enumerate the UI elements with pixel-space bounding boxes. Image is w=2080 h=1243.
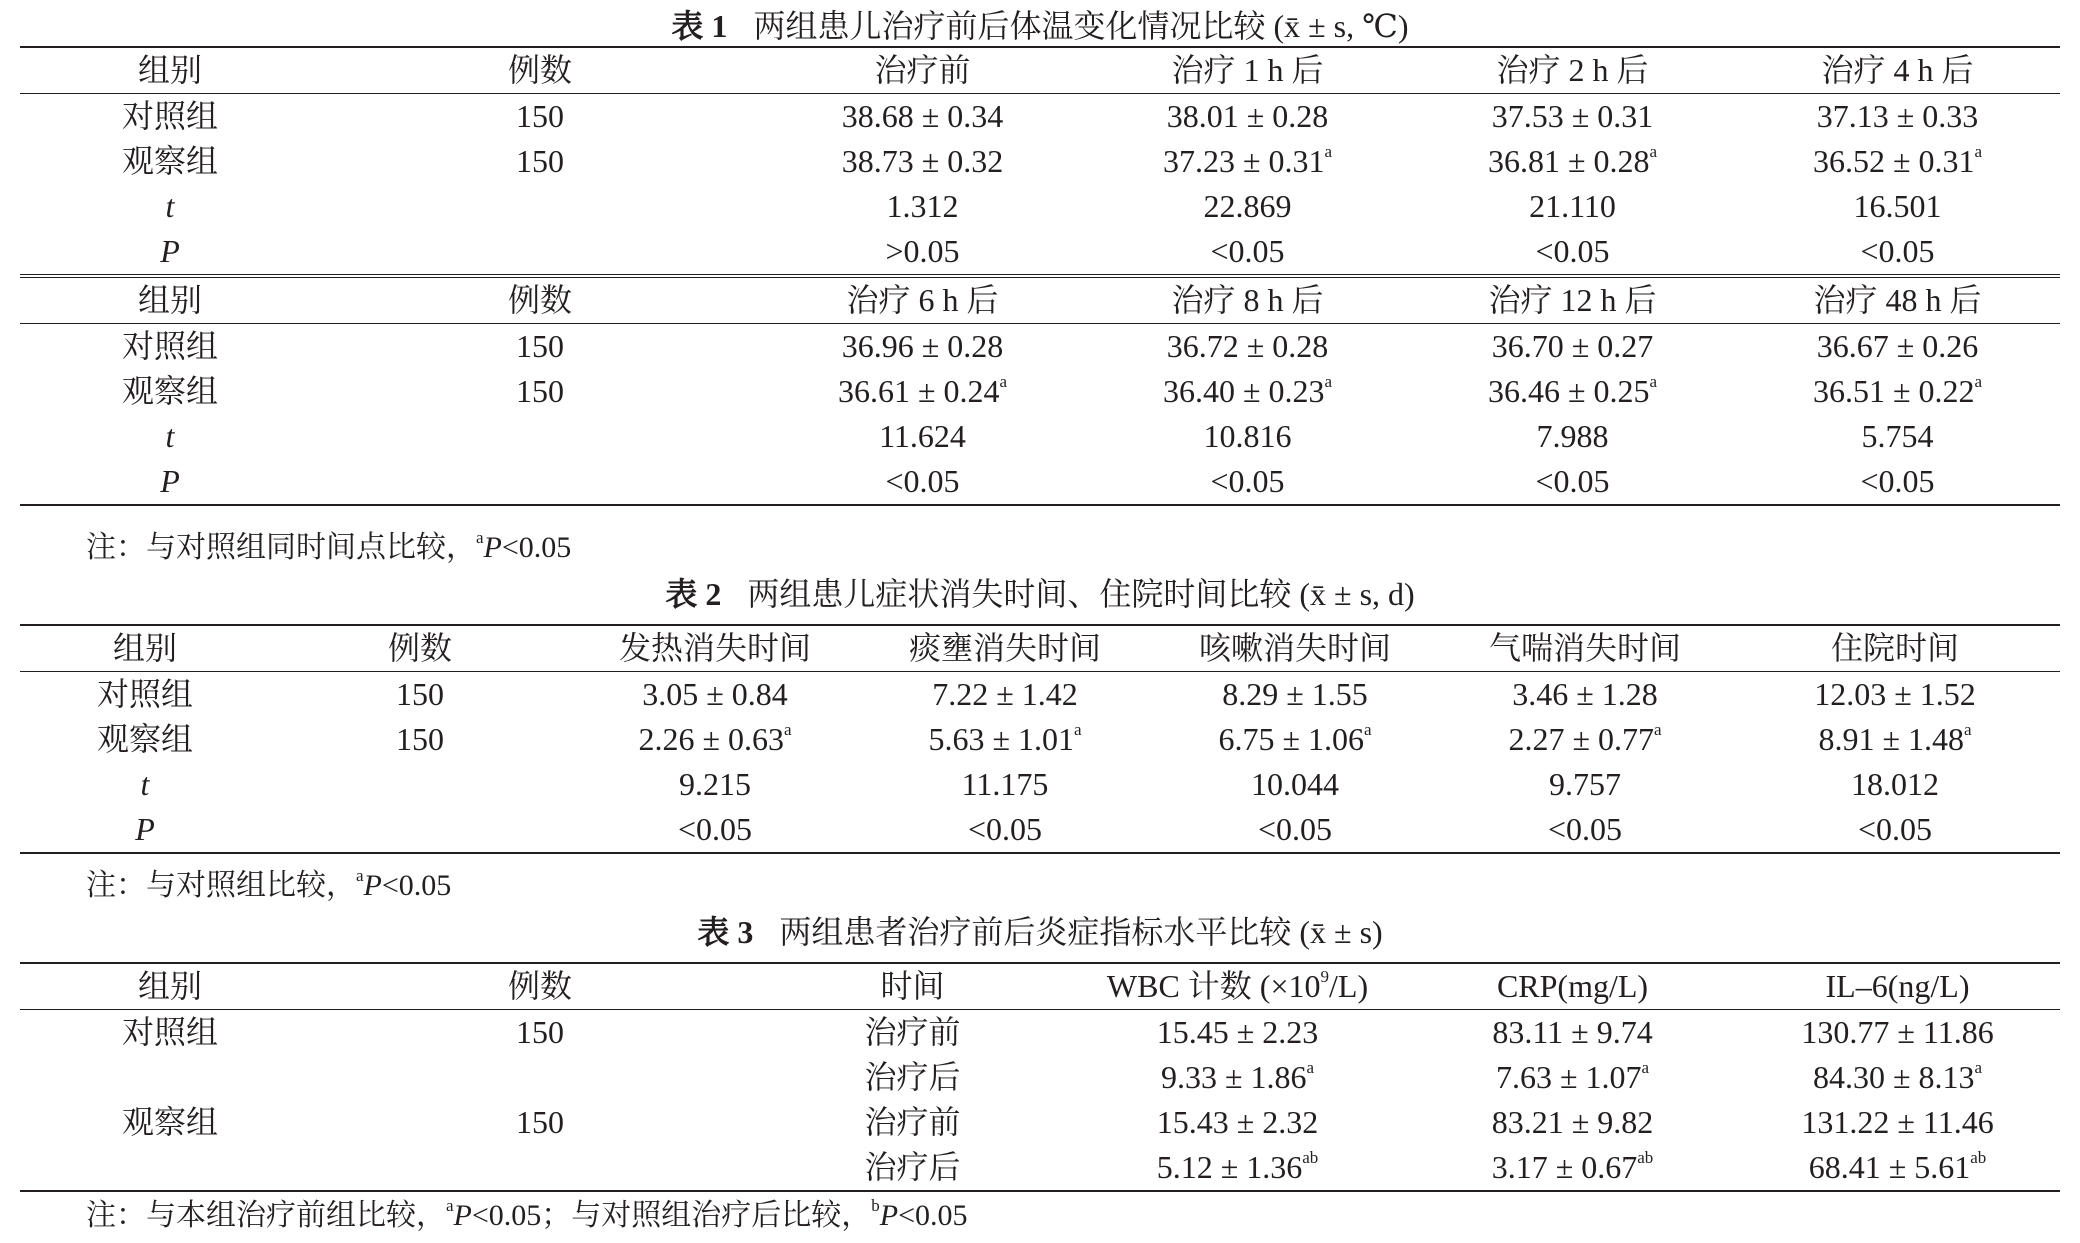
table1-header-cell: 治疗 1 h 后 — [1085, 47, 1410, 94]
value-cell: 9.33 ± 1.86$^a$ — [1160, 1058, 1315, 1095]
n-cell — [320, 184, 760, 229]
value-cell: <0.05 — [1535, 233, 1610, 269]
table2-stat: (x̄ ± s, d) — [1299, 576, 1415, 612]
group-cell: 观察组 — [121, 373, 218, 409]
value-cell: 37.53 ± 0.31 — [1491, 98, 1654, 134]
group-cell: 观察组 — [121, 1104, 218, 1140]
value-cell: <0.05 — [1085, 459, 1410, 505]
table2-header-cell: 痰壅消失时间 — [860, 625, 1150, 672]
n-cell — [270, 807, 570, 853]
value-cell: 3.17 ± 0.67$^{ab}$ — [1410, 1145, 1735, 1191]
value-cell: 130.77 ± 11.86 — [1801, 1014, 1994, 1050]
value-cell: 36.51 ± 0.22$^a$ — [1812, 372, 1983, 409]
value-cell: 7.63 ± 1.07$^a$ — [1495, 1058, 1650, 1095]
table-row — [20, 459, 2060, 505]
table3-title: 两组患者治疗前后炎症指标水平比较 — [779, 914, 1292, 950]
table2-caption — [0, 574, 2080, 614]
value-cell: 5.12 ± 1.36$^{ab}$ — [1065, 1145, 1410, 1191]
table3-header-cell: CRP(mg/L) — [1410, 963, 1735, 1010]
n-cell: 150 — [516, 143, 564, 179]
stat-label-cell: P — [20, 807, 270, 853]
table-row — [20, 762, 2060, 807]
table-row — [20, 324, 2060, 370]
n-cell — [270, 762, 570, 807]
value-cell: 6.75 ± 1.06$^a$ — [1218, 720, 1372, 757]
table3-header-cell: 例数 — [320, 963, 760, 1010]
value-cell: 2.26 ± 0.63$^a$ — [638, 720, 792, 757]
value-cell: >0.05 — [885, 233, 960, 269]
stat-label-cell: t — [140, 766, 150, 802]
table3-header-cell: 组别 — [20, 963, 320, 1010]
value-cell: 18.012 — [1851, 766, 1939, 802]
stat-label-cell: t — [165, 418, 175, 454]
table1 — [20, 46, 2060, 506]
table-row — [20, 672, 2060, 718]
value-cell: <0.05 — [760, 459, 1085, 505]
table-row — [20, 229, 2060, 276]
table1-stat: (x̄ ± s, ℃) — [1273, 8, 1409, 44]
value-cell: <0.05 — [860, 807, 1150, 853]
table3-header-cell: WBC 计数 $(\times 10^9/L)$ — [1065, 963, 1410, 1010]
table3-note: 注：与本组治疗前组比较，$^a$P<0.05；与对照组治疗后比较，$^b$P<0.05 — [86, 1196, 968, 1232]
value-cell: 2.27 ± 0.77$^a$ — [1508, 720, 1662, 757]
value-cell: 38.73 ± 0.32 — [841, 143, 1004, 179]
value-cell: 8.91 ± 1.48$^a$ — [1818, 720, 1972, 757]
table1-caption — [0, 6, 2080, 46]
table1-header-cell: 例数 — [320, 276, 760, 324]
value-cell: 84.30 ± 8.13$^a$ — [1812, 1058, 1983, 1095]
value-cell: 10.816 — [1203, 418, 1292, 454]
value-cell: 36.46 ± 0.25$^a$ — [1487, 372, 1658, 409]
table-row — [20, 414, 2060, 459]
value-cell: 22.869 — [1203, 188, 1292, 224]
value-cell: 11.175 — [961, 766, 1049, 802]
value-cell: 38.68 ± 0.34 — [841, 98, 1004, 134]
n-cell: 150 — [516, 1014, 564, 1050]
value-cell: 15.43 ± 2.32 — [1156, 1104, 1319, 1140]
n-cell: 150 — [516, 328, 564, 364]
group-cell — [20, 1055, 320, 1100]
group-cell: 对照组 — [96, 676, 193, 712]
value-cell: 83.11 ± 9.74 — [1492, 1014, 1653, 1050]
value-cell: <0.05 — [1210, 233, 1285, 269]
n-cell — [320, 1145, 760, 1191]
table-row — [20, 1145, 2060, 1191]
value-cell: 5.754 — [1861, 418, 1934, 454]
table2-header-cell: 例数 — [270, 625, 570, 672]
table1-header-cell: 治疗 6 h 后 — [760, 276, 1085, 324]
table-row — [20, 1010, 2060, 1056]
value-cell: <0.05 — [570, 807, 860, 853]
table2-header-cell: 组别 — [20, 625, 270, 672]
table-row — [20, 807, 2060, 853]
time-cell: 治疗前 — [864, 1014, 961, 1050]
value-cell: 11.624 — [879, 418, 966, 454]
value-cell: 21.110 — [1529, 188, 1616, 224]
value-cell: 83.21 ± 9.82 — [1491, 1104, 1654, 1140]
value-cell: 5.63 ± 1.01$^a$ — [928, 720, 1082, 757]
table-row — [20, 139, 2060, 184]
value-cell: 36.70 ± 0.27 — [1491, 328, 1654, 364]
table1-header-row-1 — [20, 47, 2060, 94]
n-cell: 150 — [396, 721, 444, 757]
value-cell: 68.41 ± 5.61$^{ab}$ — [1735, 1145, 2060, 1191]
n-cell — [320, 229, 760, 276]
value-cell: 7.22 ± 1.42 — [932, 676, 1078, 712]
value-cell: 36.72 ± 0.28 — [1166, 328, 1329, 364]
value-cell: <0.05 — [1735, 459, 2060, 505]
table2 — [20, 624, 2060, 854]
table1-header-cell: 组别 — [20, 276, 320, 324]
table1-header-row-2 — [20, 276, 2060, 324]
value-cell: 36.61 ± 0.24$^a$ — [837, 372, 1008, 409]
value-cell: 36.52 ± 0.31$^a$ — [1812, 142, 1983, 179]
table1-label: 表 1 — [671, 8, 728, 44]
value-cell: 3.46 ± 1.28 — [1512, 676, 1658, 712]
table1-header-cell: 治疗 2 h 后 — [1410, 47, 1735, 94]
table3-stat: (x̄ ± s) — [1299, 914, 1383, 950]
value-cell: 7.988 — [1536, 418, 1609, 454]
table2-header-cell: 发热消失时间 — [570, 625, 860, 672]
stat-label-cell: P — [20, 459, 320, 505]
value-cell: 9.757 — [1549, 766, 1621, 802]
n-cell: 150 — [516, 1104, 564, 1140]
table-row — [20, 1100, 2060, 1145]
value-cell: 16.501 — [1853, 188, 1942, 224]
table-row — [20, 717, 2060, 762]
value-cell: 38.01 ± 0.28 — [1166, 98, 1329, 134]
value-cell: 10.044 — [1251, 766, 1339, 802]
value-cell: <0.05 — [1860, 233, 1935, 269]
value-cell: 37.13 ± 0.33 — [1816, 98, 1979, 134]
table3-caption — [0, 912, 2080, 952]
table2-note: 注：与对照组比较，$^a$P<0.05 — [86, 866, 452, 902]
time-cell: 治疗后 — [864, 1059, 961, 1095]
value-cell: 36.96 ± 0.28 — [841, 328, 1004, 364]
n-cell — [320, 459, 760, 505]
value-cell: <0.05 — [1730, 807, 2060, 853]
value-cell: 36.81 ± 0.28$^a$ — [1487, 142, 1658, 179]
n-cell: 150 — [516, 98, 564, 134]
value-cell: 36.40 ± 0.23$^a$ — [1162, 372, 1333, 409]
group-cell — [20, 1145, 320, 1191]
table1-title: 两组患儿治疗前后体温变化情况比较 — [753, 8, 1266, 44]
table1-header-cell: 治疗 48 h 后 — [1735, 276, 2060, 324]
table3-header-cell: 时间 — [760, 963, 1065, 1010]
value-cell: <0.05 — [1150, 807, 1440, 853]
table3-label: 表 3 — [697, 914, 754, 950]
table-row — [20, 1055, 2060, 1100]
table3-header-row — [20, 963, 2060, 1010]
group-cell: 对照组 — [121, 1014, 218, 1050]
value-cell: 131.22 ± 11.46 — [1801, 1104, 1994, 1140]
table2-header-cell: 气喘消失时间 — [1440, 625, 1730, 672]
stat-label-cell: t — [165, 188, 175, 224]
value-cell: 1.312 — [886, 188, 959, 224]
value-cell: 37.23 ± 0.31$^a$ — [1162, 142, 1333, 179]
group-cell: 对照组 — [121, 98, 218, 134]
table1-header-cell: 治疗 8 h 后 — [1085, 276, 1410, 324]
table2-header-cell: 咳嗽消失时间 — [1150, 625, 1440, 672]
table1-header-cell: 例数 — [320, 47, 760, 94]
time-cell: 治疗后 — [760, 1145, 1065, 1191]
value-cell: 36.67 ± 0.26 — [1816, 328, 1979, 364]
value-cell: 12.03 ± 1.52 — [1814, 676, 1976, 712]
table2-label: 表 2 — [665, 576, 722, 612]
n-cell: 150 — [516, 373, 564, 409]
table-row — [20, 184, 2060, 229]
table1-header-cell: 组别 — [20, 47, 320, 94]
value-cell: <0.05 — [1410, 459, 1735, 505]
table1-header-cell: 治疗 4 h 后 — [1735, 47, 2060, 94]
table3 — [20, 962, 2060, 1192]
table1-header-cell: 治疗前 — [760, 47, 1085, 94]
value-cell: 15.45 ± 2.23 — [1156, 1014, 1319, 1050]
table-row — [20, 94, 2060, 140]
value-cell: 8.29 ± 1.55 — [1222, 676, 1368, 712]
stat-label-cell: P — [160, 233, 180, 269]
table3-header-cell: IL–6(ng/L) — [1735, 963, 2060, 1010]
group-cell: 观察组 — [96, 721, 193, 757]
time-cell: 治疗前 — [864, 1104, 961, 1140]
table1-note: 注：与对照组同时间点比较，$^a$P<0.05 — [86, 528, 572, 564]
group-cell: 观察组 — [121, 143, 218, 179]
value-cell: <0.05 — [1440, 807, 1730, 853]
table2-header-row — [20, 625, 2060, 672]
value-cell: 3.05 ± 0.84 — [642, 676, 788, 712]
n-cell — [320, 1055, 760, 1100]
table-row — [20, 369, 2060, 414]
value-cell: 9.215 — [679, 766, 751, 802]
table2-header-cell: 住院时间 — [1730, 625, 2060, 672]
group-cell: 对照组 — [121, 328, 218, 364]
table1-header-cell: 治疗 12 h 后 — [1410, 276, 1735, 324]
n-cell — [320, 414, 760, 459]
table2-title: 两组患儿症状消失时间、住院时间比较 — [747, 576, 1292, 612]
n-cell: 150 — [396, 676, 444, 712]
